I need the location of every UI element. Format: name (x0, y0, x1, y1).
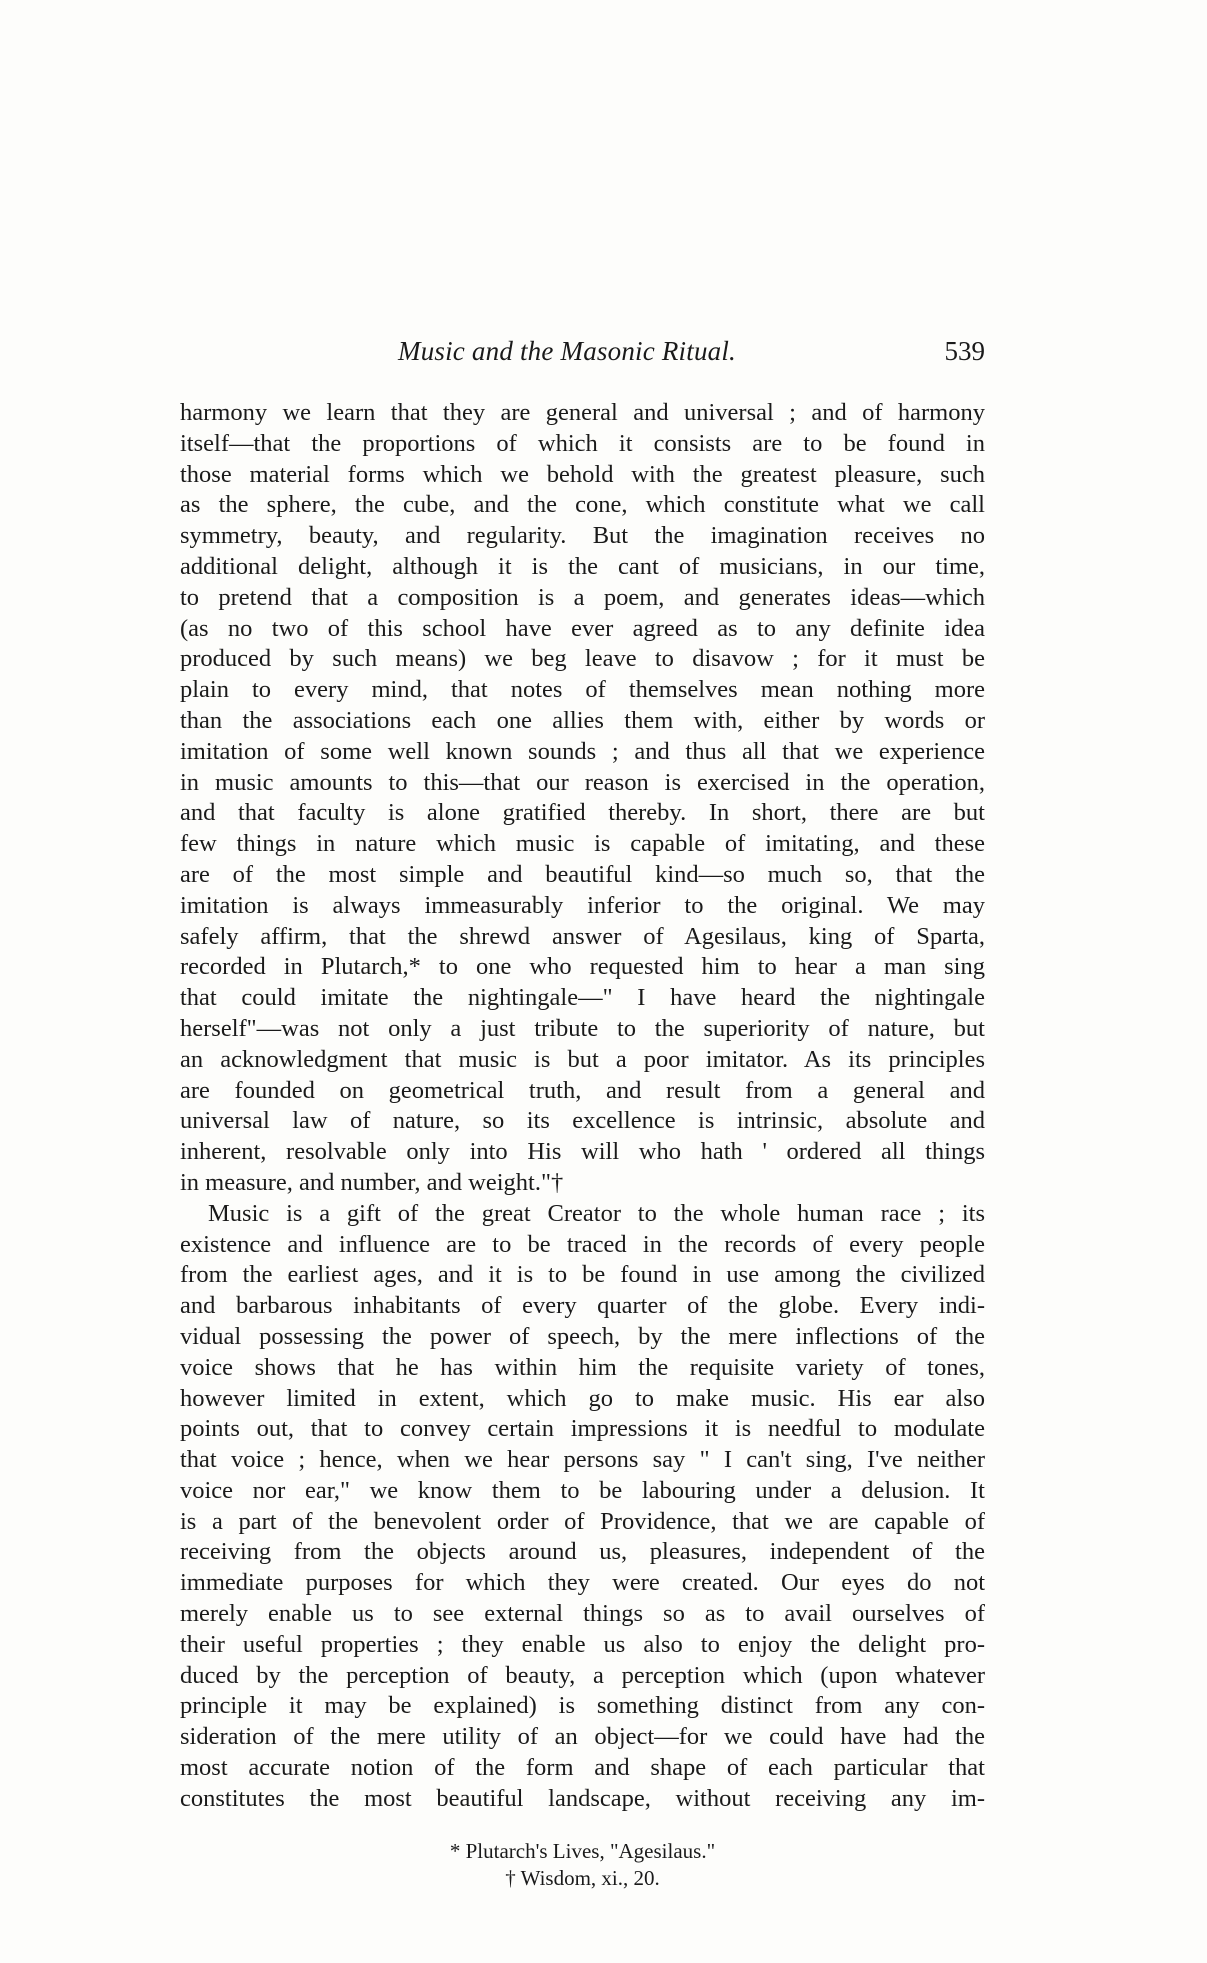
text-line: however limited in extent, which go to make music. His ear also (180, 1384, 985, 1412)
text-line: produced by such means) we beg leave to disavow ; for it must be (180, 645, 985, 673)
text-line: recorded in Plutarch,* to one who requested him to hear a man sing (180, 953, 985, 981)
text-line: their useful properties ; they enable us also to enjoy the delight pro- (180, 1630, 985, 1658)
text-line: are of the most simple and beautiful kind—so much so, that the (180, 860, 985, 888)
body-text (180, 398, 985, 1815)
text-line: is a part of the benevolent order of Providence, that we are capable of (180, 1507, 985, 1535)
text-line: sideration of the mere utility of an object—for we could have had the (180, 1723, 985, 1751)
text-line: to pretend that a composition is a poem, and generates ideas—which (180, 583, 985, 611)
text-line: inherent, resolvable only into His will who hath ' ordered all things (180, 1138, 985, 1166)
text-line: symmetry, beauty, and regularity. But the imagination receives no (180, 522, 985, 550)
text-line: existence and influence are to be traced in the records of every people (180, 1230, 985, 1258)
text-line: in music amounts to this—that our reason is exercised in the operation, (180, 768, 985, 796)
text-line: plain to every mind, that notes of themselves mean nothing more (180, 676, 985, 704)
text-line: itself—that the proportions of which it consists are to be found in (180, 429, 985, 457)
footnote-plutarch: * Plutarch's Lives, "Agesilaus." (449, 1839, 716, 1863)
text-line: those material forms which we behold with the greatest pleasure, such (180, 460, 985, 488)
text-line: from the earliest ages, and it is to be found in use among the civilized (180, 1261, 985, 1289)
paragraph-end-line: in measure, and number, and weight."† (180, 1168, 564, 1196)
text-line: voice nor ear," we know them to be labouring under a delusion. It (180, 1476, 985, 1504)
text-line: harmony we learn that they are general and universal ; and of harmony (180, 399, 985, 426)
text-line: principle it may be explained) is something distinct from any con- (180, 1692, 985, 1720)
text-line: imitation is always immeasurably inferior to the original. We may (180, 891, 985, 919)
text-line: most accurate notion of the form and shape of each particular that (180, 1754, 985, 1782)
text-line: and that faculty is alone gratified thereby. In short, there are but (180, 799, 985, 827)
text-line: voice shows that he has within him the requisite variety of tones, (180, 1353, 985, 1381)
text-line: vidual possessing the power of speech, by the mere inflections of the (180, 1322, 985, 1350)
running-title: Music and the Masonic Ritual. (398, 336, 737, 366)
text-line: and barbarous inhabitants of every quarter of the globe. Every indi- (180, 1292, 985, 1320)
text-line: constitutes the most beautiful landscape, without receiving any im- (180, 1784, 985, 1812)
text-line: are founded on geometrical truth, and result from a general and (180, 1076, 985, 1104)
text-line: safely affirm, that the shrewd answer of Agesilaus, king of Sparta, (180, 922, 985, 950)
footnotes (180, 1838, 985, 1892)
text-line: that could imitate the nightingale—" I have heard the nightingale (180, 984, 985, 1012)
footnote-wisdom: † Wisdom, xi., 20. (505, 1866, 660, 1890)
text-line: imitation of some well known sounds ; and thus all that we experience (180, 737, 985, 765)
paragraph-start-line: Music is a gift of the great Creator to the whole human race ; its (208, 1199, 985, 1227)
text-line: than the associations each one allies them with, either by words or (180, 706, 985, 734)
text-line: merely enable us to see external things so as to avail ourselves of (180, 1600, 985, 1628)
text-line: herself"—was not only a just tribute to the superiority of nature, but (180, 1014, 985, 1042)
text-line: as the sphere, the cube, and the cone, which constitute what we call (180, 491, 985, 519)
text-line: few things in nature which music is capable of imitating, and these (180, 830, 985, 858)
text-line: that voice ; hence, when we hear persons say " I can't sing, I've neither (180, 1446, 985, 1474)
text-line: universal law of nature, so its excellence is intrinsic, absolute and (180, 1107, 985, 1135)
text-line: receiving from the objects around us, pleasures, independent of the (180, 1538, 985, 1566)
text-line: points out, that to convey certain impressions it is needful to modulate (180, 1415, 985, 1443)
page-number: 539 (944, 336, 985, 366)
text-line: immediate purposes for which they were created. Our eyes do not (180, 1569, 985, 1597)
text-line: duced by the perception of beauty, a perception which (upon whatever (180, 1661, 985, 1689)
text-line: additional delight, although it is the cant of musicians, in our time, (180, 552, 985, 580)
text-line: (as no two of this school have ever agreed as to any definite idea (180, 614, 985, 642)
running-head (180, 336, 985, 376)
text-line: an acknowledgment that music is but a poor imitator. As its principles (180, 1045, 985, 1073)
